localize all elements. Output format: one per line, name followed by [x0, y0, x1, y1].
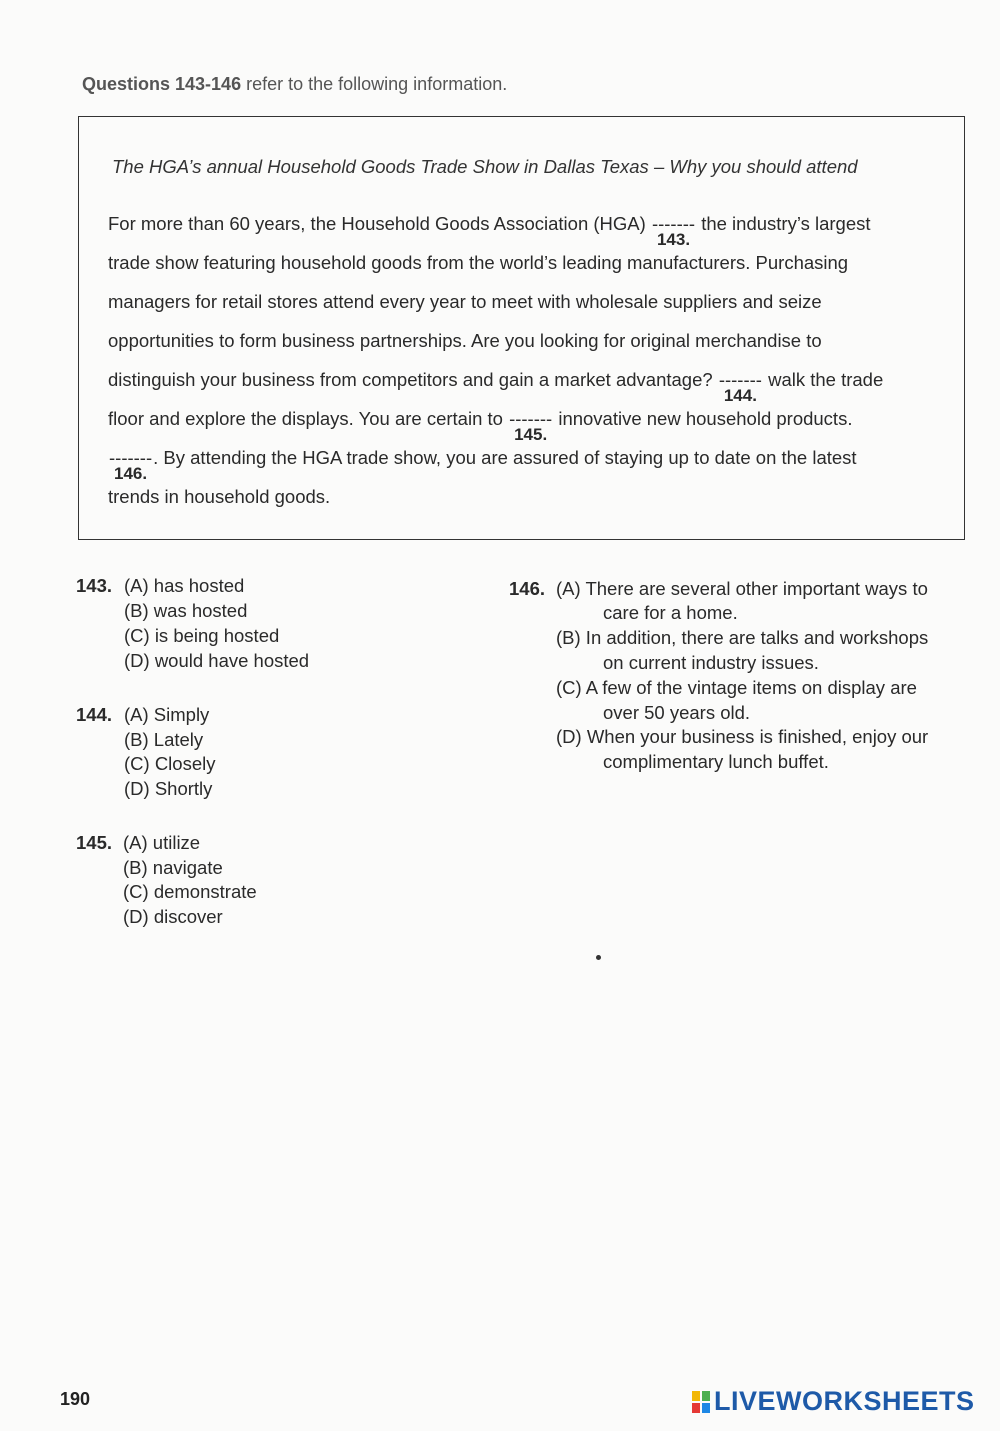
- option-143-b[interactable]: (B) was hosted: [124, 600, 248, 621]
- passage-line-4: opportunities to form business partnerships. Are you looking for original merchandise to: [108, 330, 822, 351]
- passage-title: The HGA’s annual Household Goods Trade Show in Dallas Texas – Why you should attend: [112, 156, 858, 177]
- passage-box: [78, 116, 965, 540]
- page-number: 190: [60, 1389, 91, 1409]
- option-144-a[interactable]: (A) Simply: [124, 704, 210, 725]
- brand-name: LIVEWORKSHEETS: [714, 1386, 975, 1416]
- question-number: 143.: [76, 575, 113, 596]
- passage-line-2: trade show featuring household goods from the world’s leading manufacturers. Purchasing: [108, 252, 849, 273]
- blank-144[interactable]: ------- 144.: [718, 369, 762, 405]
- option-146-d[interactable]: (D) When your business is finished, enjoy our: [556, 726, 929, 747]
- option-146-c[interactable]: (C) A few of the vintage items on display are: [556, 677, 917, 698]
- passage-line-1: For more than 60 years, the Household Goods Association (HGA) ------- 143. the industry’s largest: [108, 213, 871, 249]
- option-143-a[interactable]: (A) has hosted: [124, 575, 245, 596]
- option-146-b[interactable]: (B) In addition, there are talks and workshops: [556, 627, 929, 648]
- option-146-a[interactable]: (A) There are several other important ways to: [556, 578, 928, 599]
- question-number: 145.: [76, 832, 113, 853]
- question-144: [76, 704, 216, 799]
- passage-line-5: distinguish your business from competitors and gain a market advantage? ------- 144. walk the trade: [108, 369, 884, 405]
- blank-143[interactable]: ------- 143.: [651, 213, 696, 249]
- option-143-c[interactable]: (C) is being hosted: [124, 625, 280, 646]
- question-number: 146.: [509, 578, 546, 599]
- blank-146[interactable]: ------- 146.: [109, 447, 153, 483]
- option-144-d[interactable]: (D) Shortly: [124, 778, 213, 799]
- option-145-c[interactable]: (C) demonstrate: [123, 881, 257, 902]
- passage-line-3: managers for retail stores attend every year to meet with wholesale suppliers and seize: [108, 291, 822, 312]
- option-145-a[interactable]: (A) utilize: [123, 832, 201, 853]
- question-146: [509, 578, 929, 772]
- option-146-b-cont: on current industry issues.: [603, 652, 819, 673]
- option-146-a-cont: care for a home.: [603, 602, 738, 623]
- passage-line-8: trends in household goods.: [108, 486, 331, 507]
- questions-range: Questions 143-146: [82, 74, 242, 94]
- option-146-c-cont: over 50 years old.: [603, 702, 751, 723]
- question-number: 144.: [76, 704, 113, 725]
- liveworksheets-logo-icon: [692, 1391, 710, 1413]
- passage-line-6: floor and explore the displays. You are certain to ------- 145. innovative new household products.: [108, 408, 853, 444]
- question-145: [76, 832, 257, 927]
- blank-145[interactable]: ------- 145.: [509, 408, 553, 444]
- questions-intro-text: refer to the following information.: [246, 74, 508, 94]
- option-145-d[interactable]: (D) discover: [123, 906, 223, 927]
- questions-intro: [82, 74, 507, 95]
- option-144-c[interactable]: (C) Closely: [124, 753, 216, 774]
- option-144-b[interactable]: (B) Lately: [124, 729, 204, 750]
- option-143-d[interactable]: (D) would have hosted: [124, 650, 310, 671]
- liveworksheets-brand[interactable]: [692, 1386, 975, 1417]
- option-145-b[interactable]: (B) navigate: [123, 857, 223, 878]
- passage-line-7: ------- 146. . By attending the HGA trade show, you are assured of staying up to date on the latest: [109, 447, 857, 483]
- stray-mark: [596, 955, 601, 960]
- question-143: [76, 575, 310, 671]
- option-146-d-cont: complimentary lunch buffet.: [603, 751, 829, 772]
